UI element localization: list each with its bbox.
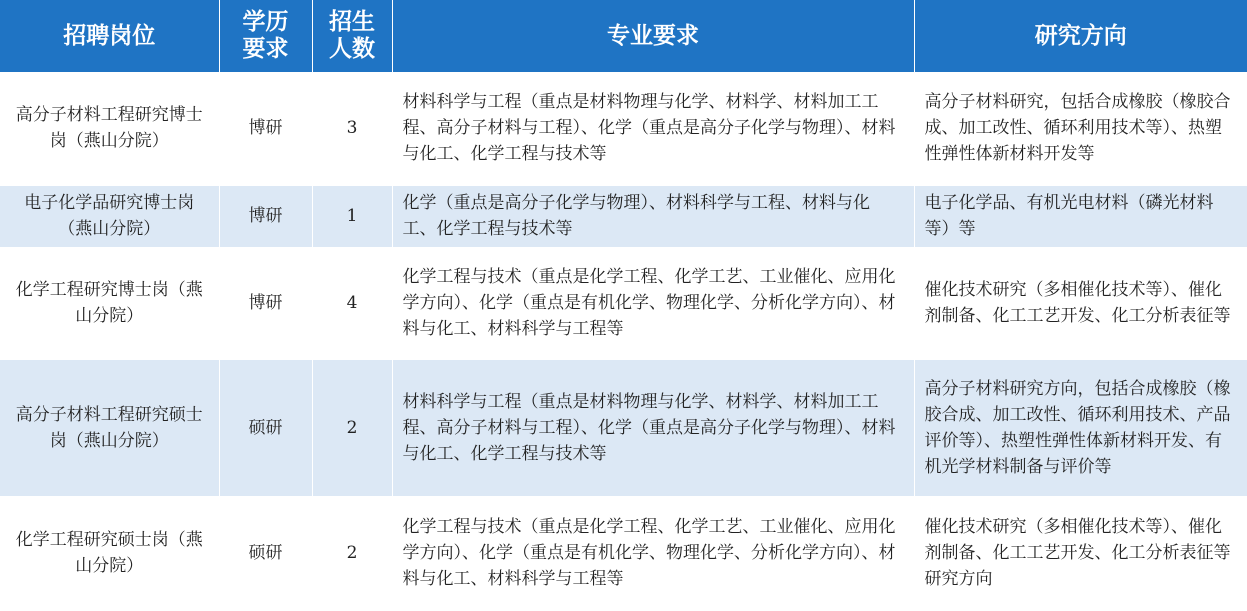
- table-row: [0, 359, 1247, 496]
- direction-cell: 电子化学品、有机光电材料（磷光材料等）等: [914, 185, 1247, 247]
- table-row: [0, 247, 1247, 359]
- position-cell: 高分子材料工程研究博士岗（燕山分院）: [0, 72, 219, 185]
- table-row: [0, 496, 1247, 610]
- degree-cell: 硕研: [219, 496, 312, 610]
- degree-cell: 博研: [219, 72, 312, 185]
- direction-cell: 催化技术研究（多相催化技术等）、催化剂制备、化工工艺开发、化工分析表征等研究方向: [914, 496, 1247, 610]
- header-count: 招生 人数: [312, 0, 392, 72]
- count-cell: 4: [312, 247, 392, 359]
- table-row: [0, 185, 1247, 247]
- header-position: 招聘岗位: [0, 0, 219, 72]
- header-degree: 学历 要求: [219, 0, 312, 72]
- count-cell: 1: [312, 185, 392, 247]
- position-cell: 化学工程研究硕士岗（燕山分院）: [0, 496, 219, 610]
- count-cell: 2: [312, 359, 392, 496]
- degree-cell: 博研: [219, 185, 312, 247]
- header-direction: 研究方向: [914, 0, 1247, 72]
- direction-cell: 高分子材料研究方向，包括合成橡胶（橡胶合成、加工改性、循环利用技术、产品评价等）、热塑性弹性体新材料开发、有机光学材料制备与评价等: [914, 359, 1247, 496]
- direction-cell: 高分子材料研究，包括合成橡胶（橡胶合成、加工改性、循环利用技术等）、热塑性弹性体新材料开发等: [914, 72, 1247, 185]
- major-cell: 化学工程与技术（重点是化学工程、化学工艺、工业催化、应用化学方向）、化学（重点是有机化学、物理化学、分析化学方向）、材料与化工、材料科学与工程等: [392, 247, 914, 359]
- position-cell: 高分子材料工程研究硕士岗（燕山分院）: [0, 359, 219, 496]
- table-row: [0, 72, 1247, 185]
- major-cell: 化学（重点是高分子化学与物理）、材料科学与工程、材料与化工、化学工程与技术等: [392, 185, 914, 247]
- direction-cell: 催化技术研究（多相催化技术等）、催化剂制备、化工工艺开发、化工分析表征等: [914, 247, 1247, 359]
- position-cell: 化学工程研究博士岗（燕山分院）: [0, 247, 219, 359]
- major-cell: 材料科学与工程（重点是材料物理与化学、材料学、材料加工工程、高分子材料与工程）、化学（重点是高分子化学与物理）、材料与化工、化学工程与技术等: [392, 359, 914, 496]
- count-cell: 3: [312, 72, 392, 185]
- header-row: [0, 0, 1247, 72]
- header-major: 专业要求: [392, 0, 914, 72]
- degree-cell: 硕研: [219, 359, 312, 496]
- position-cell: 电子化学品研究博士岗（燕山分院）: [0, 185, 219, 247]
- major-cell: 材料科学与工程（重点是材料物理与化学、材料学、材料加工工程、高分子材料与工程）、化学（重点是高分子化学与物理）、材料与化工、化学工程与技术等: [392, 72, 914, 185]
- degree-cell: 博研: [219, 247, 312, 359]
- count-cell: 2: [312, 496, 392, 610]
- major-cell: 化学工程与技术（重点是化学工程、化学工艺、工业催化、应用化学方向）、化学（重点是有机化学、物理化学、分析化学方向）、材料与化工、材料科学与工程等: [392, 496, 914, 610]
